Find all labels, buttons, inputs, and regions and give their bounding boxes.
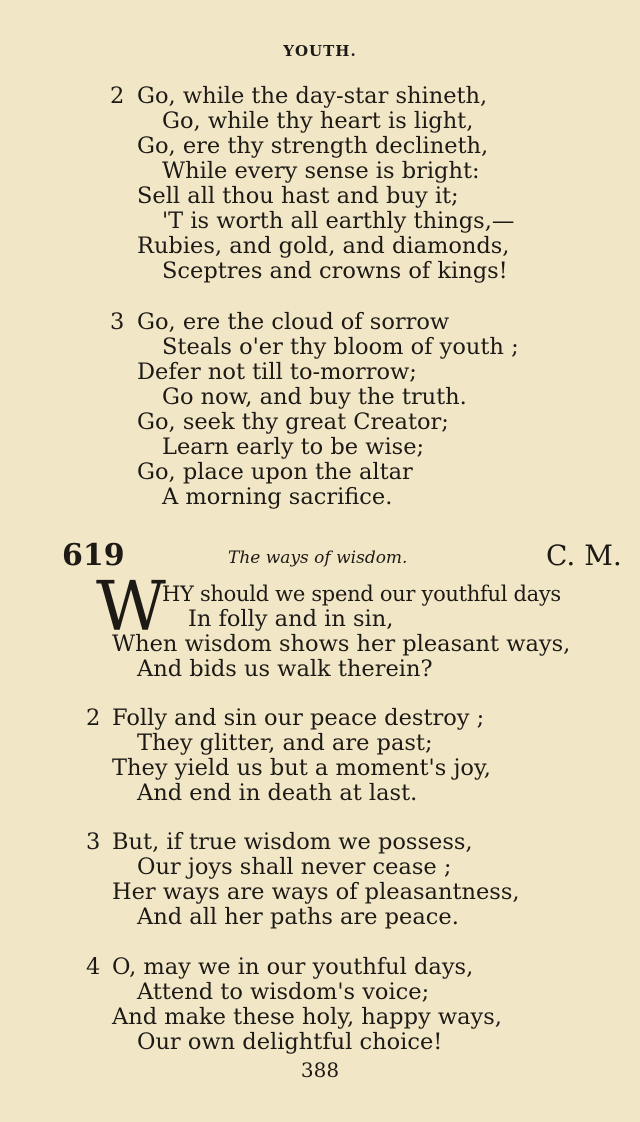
verse-line: Sceptres and crowns of kings!	[162, 258, 508, 284]
verse-line: Our own delightful choice!	[137, 1029, 443, 1055]
verse-line: Go, while thy heart is light,	[162, 108, 474, 134]
verse-line: Go, ere the cloud of sorrow	[137, 309, 450, 335]
verse-line: Steals o'er thy bloom of youth ;	[162, 334, 519, 360]
verse-line: Her ways are ways of pleasantness,	[112, 879, 520, 905]
page-number: 388	[300, 1058, 340, 1082]
verse-line: Go, ere thy strength declineth,	[137, 133, 489, 159]
verse-number: 3	[86, 829, 101, 855]
verse-line: And make these holy, happy ways,	[112, 1004, 502, 1030]
verse-line: Rubies, and gold, and diamonds,	[137, 233, 510, 259]
verse-line: While every sense is bright:	[162, 158, 480, 184]
hymn-meter: C. M.	[546, 539, 622, 572]
verse-line: In folly and in sin,	[188, 606, 394, 632]
verse-line: HY should we spend our youthful days	[162, 582, 561, 606]
verse-line: And end in death at last.	[137, 780, 418, 806]
drop-cap: W	[96, 568, 166, 647]
verse-line: Attend to wisdom's voice;	[137, 979, 430, 1005]
verse-line: 'T is worth all earthly things,—	[162, 208, 515, 234]
hymn-title: The ways of wisdom.	[228, 548, 408, 568]
verse-number: 2	[110, 83, 125, 109]
verse-number: 3	[110, 309, 125, 335]
verse-line: Defer not till to-morrow;	[137, 359, 417, 385]
verse-line: A morning sacrifice.	[162, 484, 393, 510]
verse-line: When wisdom shows her pleasant ways,	[112, 631, 571, 657]
verse-line: O, may we in our youthful days,	[112, 954, 474, 980]
verse-number: 4	[86, 954, 101, 980]
verse-line: Go, while the day-star shineth,	[137, 83, 488, 109]
verse-line: They yield us but a moment's joy,	[112, 755, 491, 781]
running-header: YOUTH.	[283, 42, 357, 60]
verse-line: Go now, and buy the truth.	[162, 384, 467, 410]
verse-line: Our joys shall never cease ;	[137, 854, 452, 880]
verse-line: Learn early to be wise;	[162, 434, 425, 460]
hymn-number: 619	[62, 538, 125, 573]
verse-line: But, if true wisdom we possess,	[112, 829, 473, 855]
verse-number: 2	[86, 705, 101, 731]
verse-line: Go, seek thy great Creator;	[137, 409, 449, 435]
verse-line: And all her paths are peace.	[137, 904, 459, 930]
verse-line: Sell all thou hast and buy it;	[137, 183, 459, 209]
verse-line: Go, place upon the altar	[137, 459, 413, 485]
verse-line: They glitter, and are past;	[137, 730, 433, 756]
verse-line: And bids us walk therein?	[137, 656, 433, 682]
verse-line: Folly and sin our peace destroy ;	[112, 705, 485, 731]
